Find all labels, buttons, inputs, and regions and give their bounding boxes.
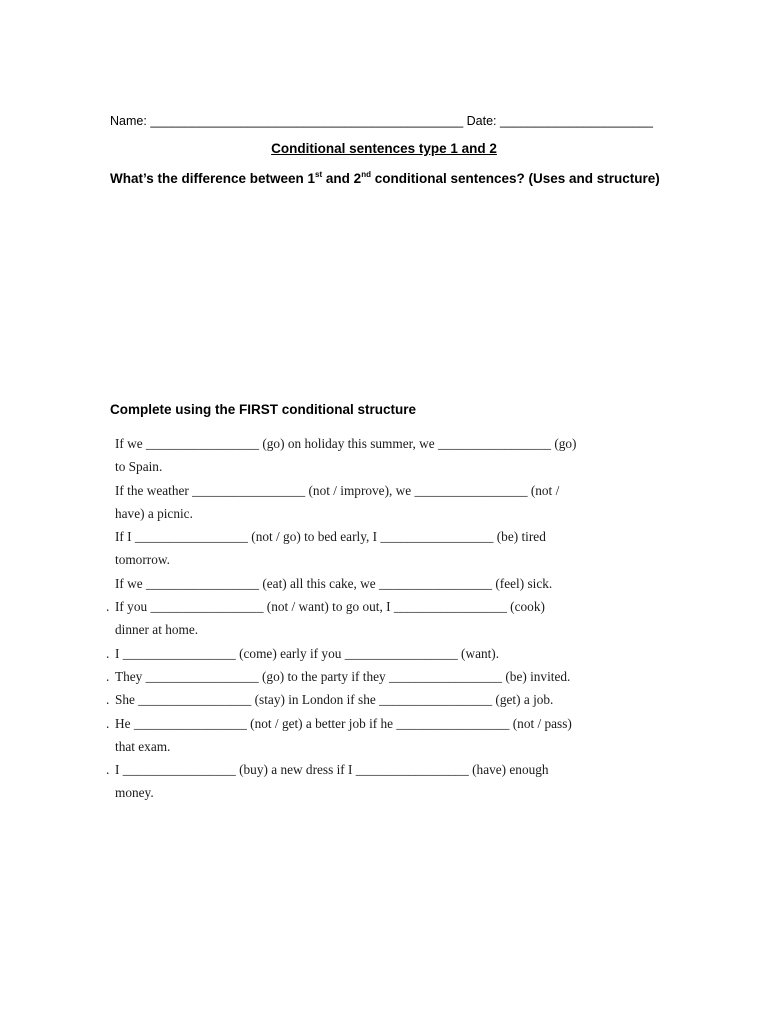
worksheet-title: Conditional sentences type 1 and 2 bbox=[271, 141, 497, 156]
line-text: If you _________________ (not / want) to go out, I _________________ (cook) bbox=[115, 599, 545, 615]
question-sup-2: nd bbox=[361, 170, 371, 179]
exercise-line bbox=[106, 548, 626, 571]
exercise-line bbox=[106, 455, 626, 478]
exercise-line bbox=[106, 618, 626, 641]
date-label: Date: bbox=[466, 114, 497, 128]
line-text: They _________________ (go) to the party if they _________________ (be) invited. bbox=[115, 668, 571, 684]
name-label: Name: bbox=[110, 114, 147, 128]
line-marker: . bbox=[106, 692, 110, 708]
line-text: have) a picnic. bbox=[115, 505, 193, 521]
header-line bbox=[110, 114, 670, 128]
line-text: money. bbox=[115, 785, 154, 801]
question-part-3: conditional sentences? (Uses and structure) bbox=[370, 171, 660, 186]
exercise-line bbox=[106, 758, 626, 781]
line-text: tomorrow. bbox=[115, 552, 170, 568]
line-marker: . bbox=[106, 599, 110, 615]
exercise-line bbox=[106, 595, 626, 618]
line-marker: . bbox=[106, 715, 110, 731]
question-part-2: and 2 bbox=[322, 171, 362, 186]
exercise-line bbox=[106, 432, 626, 455]
exercise-line bbox=[106, 712, 626, 735]
line-text: He _________________ (not / get) a better job if he _________________ (not / pass) bbox=[115, 715, 572, 731]
exercise-line bbox=[106, 665, 626, 688]
exercise-line bbox=[106, 572, 626, 595]
line-text: to Spain. bbox=[115, 459, 163, 475]
line-text: She _________________ (stay) in London if she _________________ (get) a job. bbox=[115, 692, 554, 708]
exercise-line bbox=[106, 688, 626, 711]
section-heading: Complete using the FIRST conditional structure bbox=[110, 402, 417, 417]
line-marker: . bbox=[106, 645, 110, 661]
exercise-line bbox=[106, 642, 626, 665]
question-sup-1: st bbox=[315, 170, 323, 179]
exercise-line bbox=[106, 525, 626, 548]
date-blank: ______________________ bbox=[500, 114, 653, 128]
line-text: that exam. bbox=[115, 738, 171, 754]
question-part-1: What’s the difference between 1 bbox=[110, 171, 316, 186]
exercise-list bbox=[106, 432, 626, 805]
exercise-line bbox=[106, 502, 626, 525]
line-text: If we _________________ (eat) all this cake, we _________________ (feel) sick. bbox=[115, 575, 553, 591]
line-text: I _________________ (come) early if you _________________ (want). bbox=[115, 645, 500, 661]
line-text: If I _________________ (not / go) to bed early, I _________________ (be) tired bbox=[115, 529, 546, 545]
discussion-question bbox=[110, 171, 660, 186]
line-text: If we _________________ (go) on holiday this summer, we _________________ (go) bbox=[115, 436, 577, 451]
exercise-line bbox=[106, 479, 626, 502]
name-blank: _____________________________________________ bbox=[150, 114, 464, 128]
exercise-line bbox=[106, 735, 626, 758]
line-marker: . bbox=[106, 668, 110, 684]
line-text: I _________________ (buy) a new dress if I _________________ (have) enough bbox=[115, 762, 549, 778]
exercise-line bbox=[106, 781, 626, 804]
line-text: dinner at home. bbox=[115, 622, 199, 638]
line-marker: . bbox=[106, 762, 110, 778]
line-text: If the weather _________________ (not / improve), we _________________ (not / bbox=[115, 482, 560, 498]
